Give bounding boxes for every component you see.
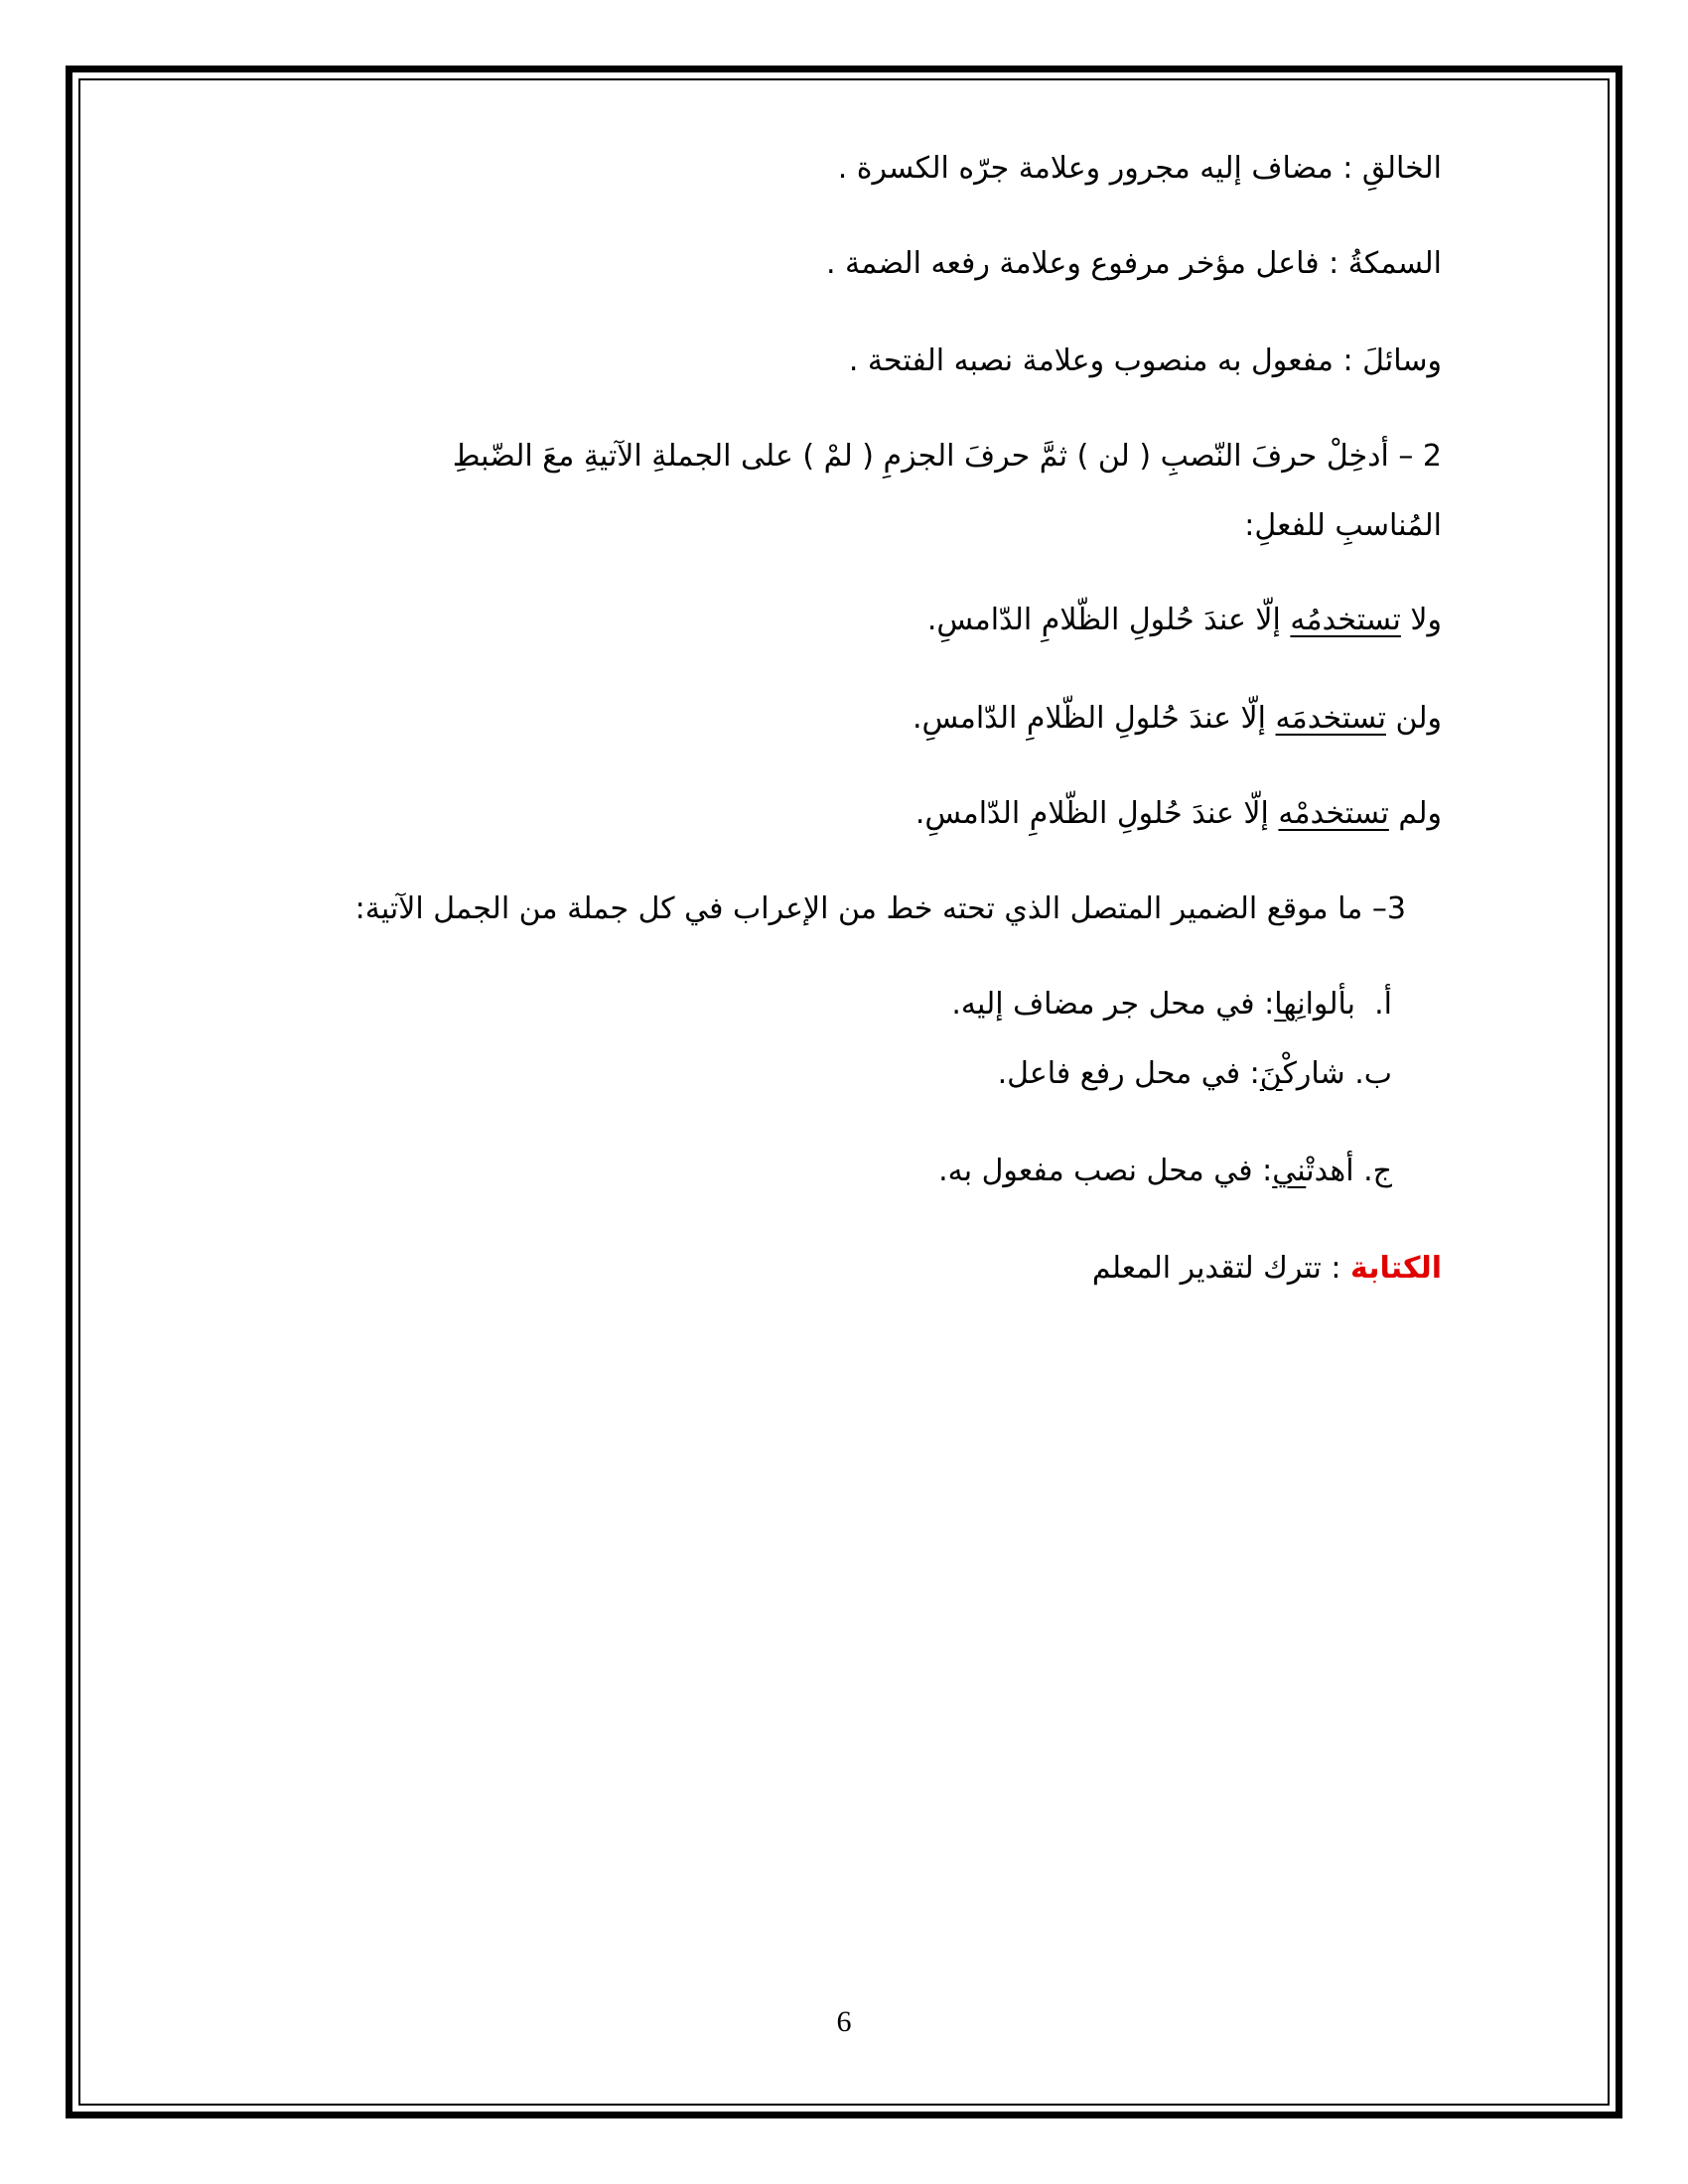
q3-item-a [951,983,1392,1026]
item-answer: : في محل رفع فاعل. [997,1056,1260,1091]
sentence-lam [915,792,1442,836]
q3-item-c [938,1150,1392,1193]
sentence-lan [913,697,1442,741]
sentence-rest: إلّا عندَ حُلولِ الظّلامِ الدّامسِ. [914,796,1279,831]
underlined-pronoun: ها [1274,987,1298,1022]
parse-line-samaka: السمكةُ : فاعل مؤخر مرفوع وعلامة رفعه الضمة . [825,246,1442,281]
sentence-rest: إلّا عندَ حُلولِ الظّلامِ الدّامسِ. [912,701,1276,736]
item-answer: : في محل نصب مفعول به. [938,1154,1273,1188]
item-marker: ب. [1354,1056,1392,1091]
parse-line-wasail: وسائلَ : مفعول به منصوب وعلامة نصبه الفتحة . [848,343,1442,378]
underlined-pronoun: ني [1272,1154,1307,1188]
q3-item-b [998,1052,1392,1096]
item-marker: أ. [1374,987,1392,1022]
underlined-pronoun: نَ [1259,1056,1283,1091]
underlined-verb: تستخدمُه [1290,603,1401,637]
page-number: 6 [836,2005,852,2038]
question-3-title: 3– ما موقع الضمير المتصل الذي تحته خط من الإعراب في كل جملة من الجمل الآتية: [354,891,1406,926]
item-marker: ج. [1363,1154,1392,1188]
sentence-prefix: ولم [1388,796,1442,831]
item-word-base: شاركْ [1282,1056,1345,1091]
writing-label: الكتابة [1350,1251,1442,1286]
question-2-line-1: 2 – أدخِلْ حرفَ النّصبِ ( لن ) ثمَّ حرفَ الجزمِ ( لمْ ) على الجملةِ الآتيةِ معَ الضّبطِ [452,439,1442,474]
question-2-line-2: المُناسبِ للفعلِ: [1244,508,1442,543]
item-answer: : في محل جر مضاف إليه. [951,987,1275,1022]
underlined-verb: تستخدمْه [1278,796,1389,831]
sentence-prefix: ولا [1400,603,1442,637]
sentence-prefix: ولن [1385,701,1442,736]
sentence-la [927,599,1442,642]
underlined-verb: تستخدمَه [1275,701,1386,736]
sentence-rest: إلّا عندَ حُلولِ الظّلامِ الدّامسِ. [926,603,1291,637]
writing-text: : تترك لتقدير المعلم [1091,1251,1351,1286]
item-word-base: أهدتْ [1306,1154,1354,1188]
writing-line [1092,1247,1442,1291]
item-word-base: بألوانِ [1297,987,1356,1022]
parse-line-khaliq: الخالقِ : مضاف إليه مجرور وعلامة جرّه الكسرة . [837,151,1442,186]
